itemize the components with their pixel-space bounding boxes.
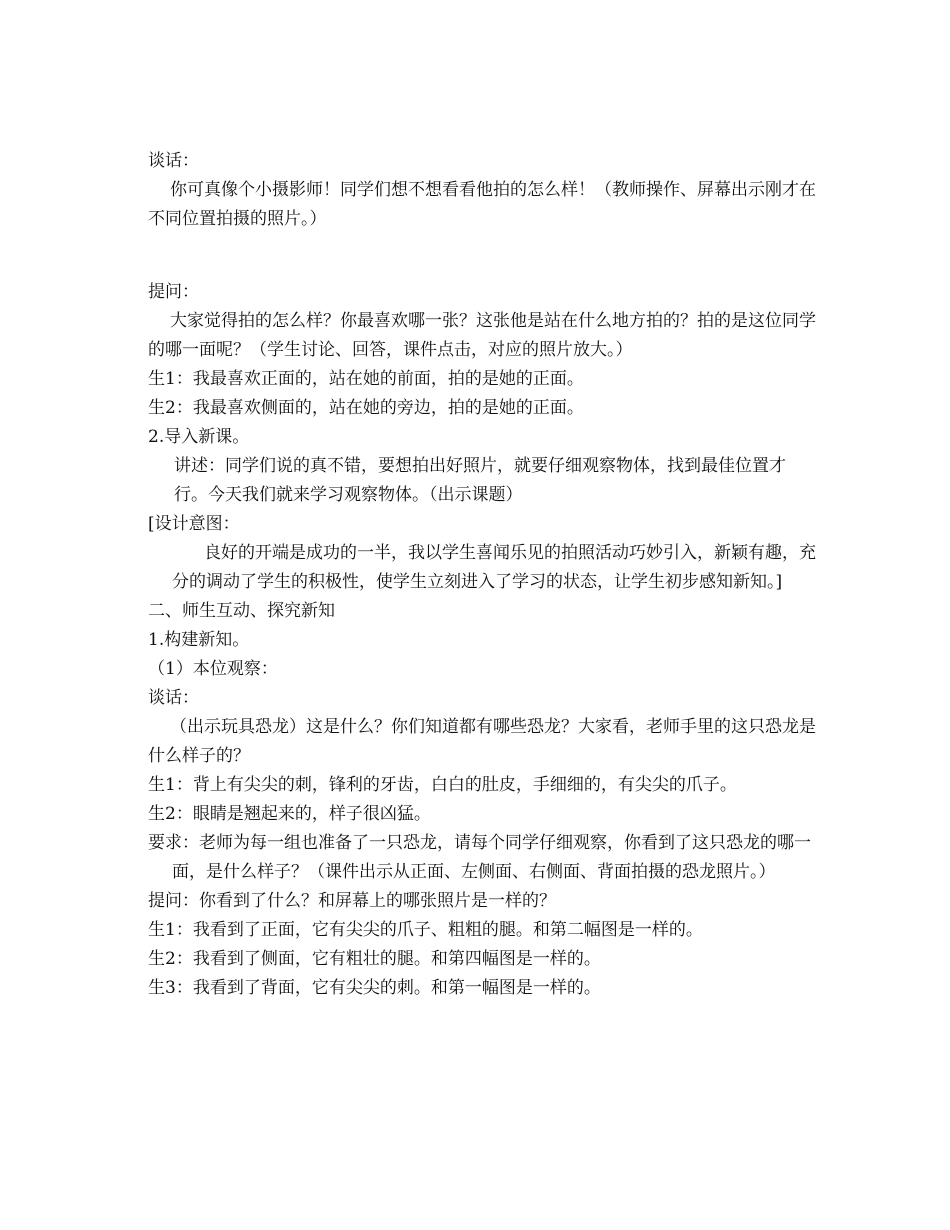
student-answer: 生2：眼睛是翘起来的，样子很凶猛。 bbox=[148, 804, 431, 824]
talk-paragraph: （出示玩具恐龙）这是什么？你们知道都有哪些恐龙？大家看，老师手里的这只恐龙是什么样子的？ bbox=[148, 717, 816, 766]
design-intent-label: [设计意图： bbox=[148, 514, 240, 534]
question-line: 提问：你看到了什么？和屏幕上的哪张照片是一样的？ bbox=[148, 891, 556, 911]
student-answer: 生1：我最喜欢正面的，站在她的前面，拍的是她的正面。 bbox=[148, 369, 584, 389]
talk-label: 谈话： bbox=[148, 688, 199, 708]
paragraph-gap bbox=[148, 234, 818, 278]
sub-heading: 1.构建新知。 bbox=[148, 630, 250, 650]
question-label: 提问： bbox=[148, 282, 199, 302]
student-answer: 生1：我看到了正面，它有尖尖的爪子、粗粗的腿。和第二幅图是一样的。 bbox=[148, 920, 703, 940]
document-body bbox=[148, 147, 818, 1003]
talk-paragraph: 你可真像个小摄影师！同学们想不想看看他拍的怎么样！（教师操作、屏幕出示刚才在不同位置拍摄的照片。） bbox=[148, 180, 816, 229]
student-answer: 生3：我看到了背面，它有尖尖的刺。和第一幅图是一样的。 bbox=[148, 978, 601, 998]
section-heading: 二、师生互动、探究新知 bbox=[148, 601, 335, 621]
intro-paragraph: 讲述：同学们说的真不错，要想拍出好照片，就要仔细观察物体，找到最佳位置才行。今天我们就来学习观察物体。（出示课题） bbox=[174, 456, 786, 505]
student-answer: 生2：我看到了侧面，它有粗壮的腿。和第四幅图是一样的。 bbox=[148, 949, 601, 969]
sub-heading: （1）本位观察： bbox=[148, 659, 278, 679]
design-intent-paragraph: 良好的开端是成功的一半，我以学生喜闻乐见的拍照活动巧妙引入，新颖有趣，充分的调动了学生的积极性，使学生立刻进入了学习的状态，让学生初步感知新知。] bbox=[172, 543, 816, 592]
talk-label: 谈话： bbox=[148, 151, 199, 171]
intro-heading: 2.导入新课。 bbox=[148, 427, 250, 447]
student-answer: 生2：我最喜欢侧面的，站在她的旁边，拍的是她的正面。 bbox=[148, 398, 584, 418]
requirement-paragraph: 要求：老师为每一组也准备了一只恐龙，请每个同学仔细观察，你看到了这只恐龙的哪一面，是什么样子？（课件出示从正面、左侧面、右侧面、背面拍摄的恐龙照片。） bbox=[148, 833, 811, 882]
student-answer: 生1：背上有尖尖的刺，锋利的牙齿，白白的肚皮，手细细的，有尖尖的爪子。 bbox=[148, 775, 737, 795]
question-paragraph: 大家觉得拍的怎么样？你最喜欢哪一张？这张他是站在什么地方拍的？拍的是这位同学的哪一面呢？（学生讨论、回答，课件点击，对应的照片放大。） bbox=[148, 311, 816, 360]
